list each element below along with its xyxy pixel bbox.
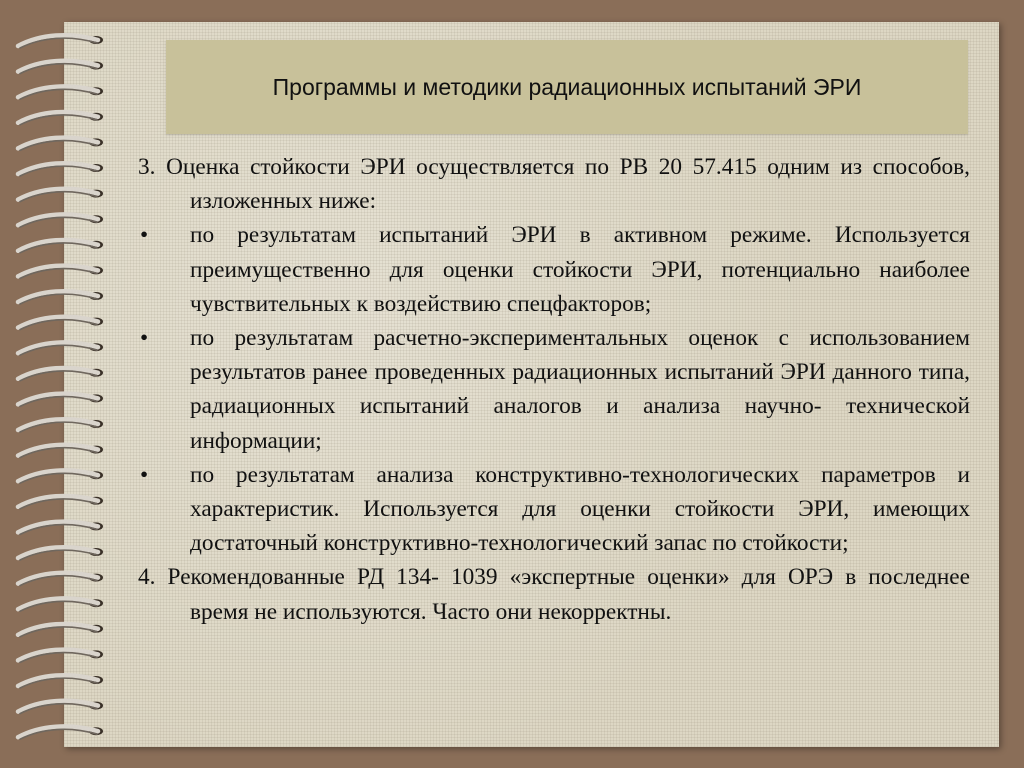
binding-ring: [18, 419, 103, 432]
binding-ring: [18, 650, 103, 663]
binding-ring: [18, 522, 103, 535]
binding-ring: [18, 35, 103, 48]
paragraph-3: [138, 150, 970, 218]
binding-ring: [18, 61, 103, 74]
bullet-item-3-text: по результатам анализа конструктивно-технологических параметров и характеристик. Используется для оценки стойкости ЭРИ, имеющих достаточный конструктивно-технологический запас по стойкости;: [190, 461, 970, 557]
bullet-item-2: [138, 321, 970, 458]
paragraph-4: [138, 560, 970, 628]
binding-ring: [18, 701, 103, 714]
binding-ring: [18, 368, 103, 381]
binding-ring: [18, 189, 103, 202]
bullet-item-1-text: по результатам испытаний ЭРИ в активном режиме. Используется преимущественно для оценки стойкости ЭРИ, потенциально наиболее чувствительных к воздействию спецфакторов;: [190, 222, 970, 317]
binding-ring: [18, 291, 103, 304]
slide-title: Программы и методики радиационных испытаний ЭРИ: [272, 73, 862, 100]
title-box: [166, 40, 968, 134]
binding-ring: [18, 624, 103, 637]
binding-ring: [18, 445, 103, 458]
binding-ring: [18, 240, 103, 253]
binding-ring: [18, 547, 103, 560]
binding-ring: [18, 726, 103, 739]
spiral-binding: [0, 0, 120, 768]
binding-ring: [18, 163, 103, 176]
bullet-marker: •: [140, 222, 149, 249]
binding-ring: [18, 214, 103, 227]
binding-ring: [18, 266, 103, 279]
bullet-marker: •: [140, 325, 149, 352]
paragraph-4-text: 4. Рекомендованные РД 134- 1039 «экспертные оценки» для ОРЭ в последнее время не используются. Часто они некорректны.: [138, 564, 970, 625]
binding-ring: [18, 394, 103, 407]
paragraph-3-text: 3. Оценка стойкости ЭРИ осуществляется по РВ 20 57.415 одним из способов, изложенных ниже:: [138, 154, 970, 215]
bullet-item-1: [138, 218, 970, 321]
binding-ring: [18, 496, 103, 509]
binding-ring: [18, 86, 103, 99]
bullet-marker: •: [140, 461, 149, 488]
binding-ring: [18, 317, 103, 330]
bullet-item-2-text: по результатам расчетно-экспериментальных оценок с использованием результатов ранее проведенных радиационных испытаний ЭРИ данного типа, радиационных испытаний аналогов и анализа научно- технической информации;: [190, 325, 970, 454]
slide-content: [138, 150, 970, 629]
binding-ring: [18, 675, 103, 688]
binding-ring: [18, 598, 103, 611]
bullet-item-3: [138, 458, 970, 561]
binding-ring: [18, 470, 103, 483]
binding-ring: [18, 138, 103, 151]
binding-ring: [18, 342, 103, 355]
binding-ring: [18, 112, 103, 125]
binding-ring: [18, 573, 103, 586]
